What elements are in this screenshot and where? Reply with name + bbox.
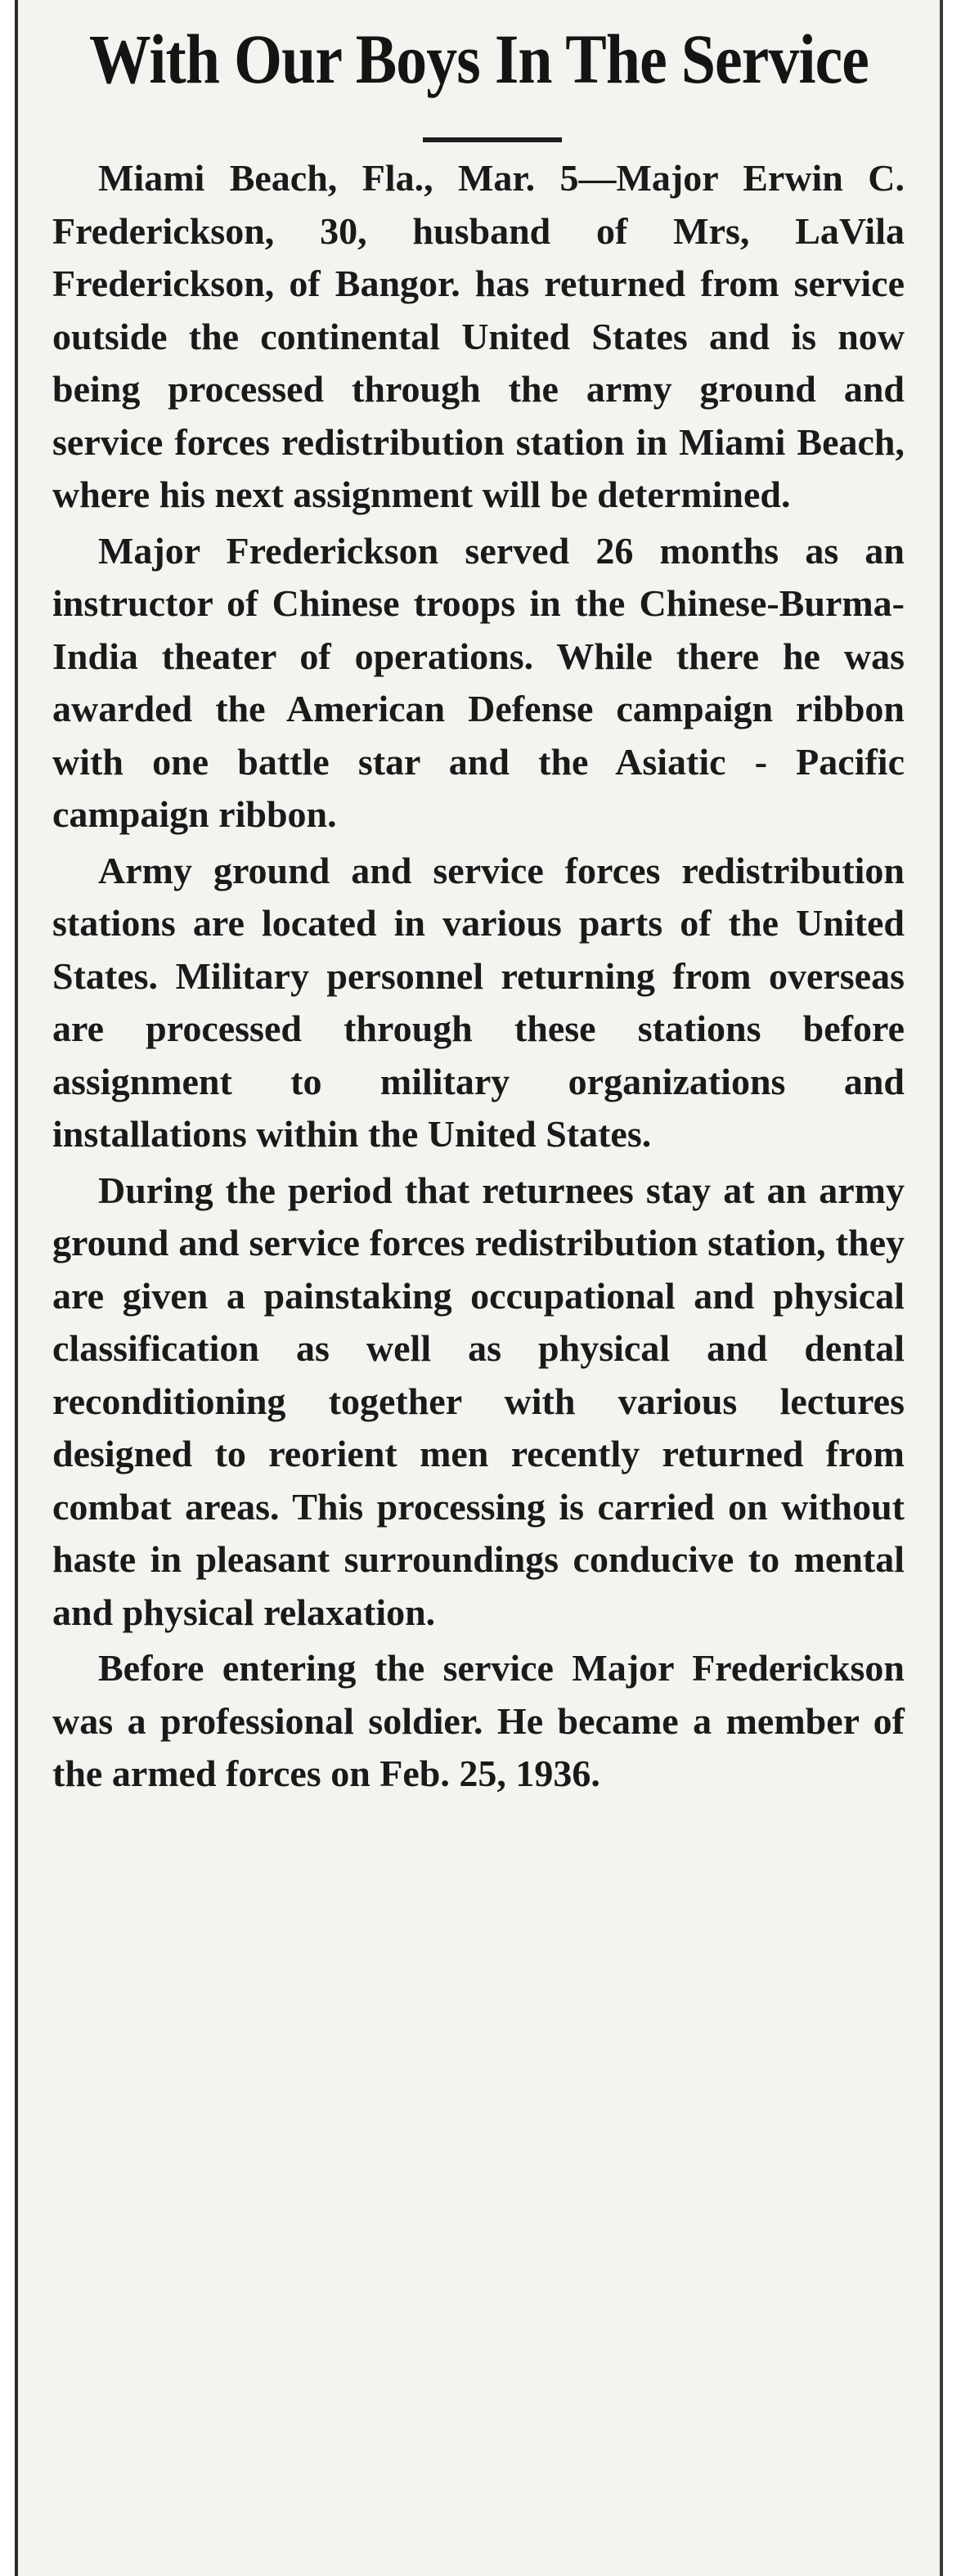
newspaper-clipping [15,0,943,2576]
headline: With Our Boys In The Service [88,20,869,98]
headline-rule [423,137,562,142]
paragraph-dateline: Miami Beach, Fla., Mar. 5—Major Erwin C. Frederickson, 30, husband of Mrs, LaVila Frederickson, of Bangor. has returned from service outside the continental United States and is now being processed through the army ground and service forces redistribution station in Miami Beach, where his next assignment will be determined. [52,157,905,515]
paragraph-processing: During the period that returnees stay at an army ground and service forces redistribution station, they are given a painstaking occupational and physical classification as well as physical and dental reconditioning together with various lectures designed to reorient men recently returned from combat areas. This processing is carried on without haste in pleasant surroundings conducive to mental and physical relaxation. [52,1169,905,1633]
paragraph-service: Major Frederickson served 26 months as an instructor of Chinese troops in the Chinese-Burma-India theater of operations. While there he was awarded the American Defense campaign ribbon with one battle star and the Asiatic - Pacific campaign ribbon. [52,529,905,835]
article-body [52,152,905,1804]
paragraph-stations: Army ground and service forces redistribution stations are located in various parts of the United States. Military personnel returning from overseas are processed through these stations before assignment to military organizations and installations within the United States. [52,849,905,1155]
paragraph-background: Before entering the service Major Frederickson was a professional soldier. He became a member of the armed forces on Feb. 25, 1936. [52,1647,905,1794]
